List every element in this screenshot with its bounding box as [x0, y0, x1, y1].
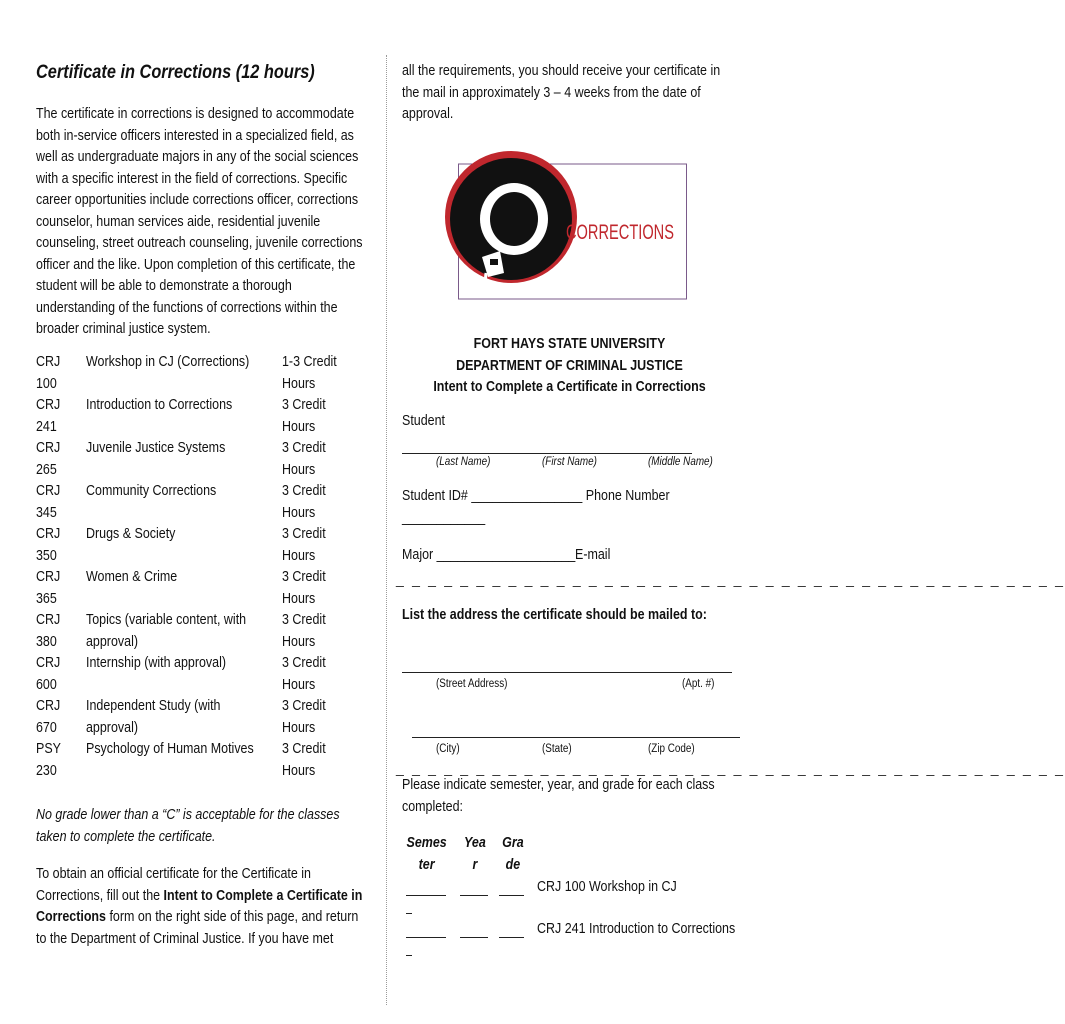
first-name-caption: (First Name) — [542, 456, 597, 468]
grade-note: No grade lower than a “C” is acceptable for the classes taken to complete the certificate. — [36, 807, 340, 845]
student-label: Student — [402, 413, 445, 429]
middle-name-caption: (Middle Name) — [648, 456, 713, 468]
course-row — [36, 567, 371, 610]
student-name-field[interactable] — [402, 453, 692, 454]
form-title: Intent to Complete a Certificate in Corrections — [433, 379, 706, 395]
course-name: Introduction to Corrections — [85, 397, 233, 413]
course-row — [36, 696, 371, 739]
student-id-phone-field[interactable]: Student ID# ________________ Phone Number — [402, 488, 670, 504]
last-name-caption: (Last Name) — [436, 456, 491, 468]
zip-caption: (Zip Code) — [648, 743, 695, 755]
course-name: Drugs & Society — [85, 526, 176, 542]
course-code: CRJ 600 — [36, 655, 61, 693]
course-credit: 3 Credit Hours — [281, 569, 326, 607]
course-name: Internship (with approval) — [85, 655, 226, 671]
dashed-divider: _ _ _ _ _ _ _ _ _ _ _ _ _ _ _ _ _ _ _ _ _ _ _ _ _ _ _ _ _ _ _ _ _ _ _ _ _ _ _ _ _ _ — [396, 571, 1065, 587]
state-caption: (State) — [542, 743, 572, 755]
course-name: Topics (variable content, with approval) — [85, 612, 246, 650]
handcuff-icon — [458, 147, 687, 299]
street-caption: (Street Address) — [436, 678, 508, 690]
course-name: Juvenile Justice Systems — [85, 440, 226, 456]
course-code: CRJ 350 — [36, 526, 61, 564]
grade-row — [402, 875, 737, 915]
course-row — [36, 524, 371, 567]
course-row — [36, 438, 371, 481]
city-state-zip-field[interactable] — [412, 737, 740, 738]
grade-input[interactable] — [499, 895, 524, 896]
continuation-paragraph: all the requirements, you should receive your certificate in the mail in approximately 3 – 4 weeks from the date of approval. — [402, 63, 721, 122]
email-label: E-mail — [575, 547, 611, 563]
course-code: CRJ 380 — [36, 612, 61, 650]
completed-course-label: CRJ 100 Workshop in CJ — [537, 879, 677, 895]
year-input[interactable] — [460, 937, 488, 938]
grade-row — [402, 917, 737, 957]
form-header — [402, 334, 737, 399]
intro-paragraph: The certificate in corrections is designed to accommodate both in-service officers interested in a specialized field, as well as undergraduate majors in any of the social sciences with a specific interest in the field of corrections. Specific career opportunities include corrections officer, corrections counselor, human services aide, residential juvenile counseling, street outreach counseling, juvenile corrections officer and the like. Upon completion of this certificate, the student will be able to demonstrate a thorough understanding of the functions of corrections within the broader criminal justice system. — [36, 106, 363, 337]
course-code: CRJ 670 — [36, 698, 61, 736]
semester-input[interactable] — [406, 895, 446, 896]
column-divider — [386, 55, 388, 1005]
course-row — [36, 481, 371, 524]
course-name: Independent Study (with approval) — [85, 698, 221, 736]
course-credit: 3 Credit Hours — [281, 655, 326, 693]
phone-blank[interactable]: ____________ — [402, 510, 486, 526]
course-credit: 3 Credit Hours — [281, 440, 326, 478]
course-row — [36, 653, 371, 696]
address-heading: List the address the certificate should be mailed to: — [402, 607, 707, 623]
logo-text: CORRECTIONS — [566, 221, 674, 244]
course-name: Women & Crime — [85, 569, 178, 585]
course-row — [36, 610, 371, 653]
corrections-logo — [458, 147, 687, 299]
department-name: DEPARTMENT OF CRIMINAL JUSTICE — [456, 357, 683, 374]
course-credit: 3 Credit Hours — [281, 483, 326, 521]
grade-input[interactable] — [499, 937, 524, 938]
course-code: CRJ 365 — [36, 569, 61, 607]
year-column-header: Yea r — [464, 835, 486, 873]
course-credit: 3 Credit Hours — [281, 698, 326, 736]
course-code: CRJ 100 — [36, 354, 61, 392]
course-credit: 1-3 Credit Hours — [281, 354, 337, 392]
year-input[interactable] — [460, 895, 488, 896]
apt-caption: (Apt. #) — [682, 678, 715, 690]
course-table — [36, 352, 371, 782]
course-credit: 3 Credit Hours — [281, 741, 326, 779]
city-caption: (City) — [436, 743, 460, 755]
page-title: Certificate in Corrections (12 hours) — [36, 62, 315, 83]
course-code: CRJ 265 — [36, 440, 61, 478]
dashed-divider-2: _ _ _ _ _ _ _ _ _ _ _ _ _ _ _ _ _ _ _ _ _ _ _ _ _ _ _ _ _ _ _ _ _ _ _ _ _ _ _ _ _ _ — [396, 760, 1065, 776]
semester-input[interactable] — [406, 937, 446, 938]
semester-overflow-mark — [406, 913, 412, 914]
street-address-field[interactable] — [402, 672, 732, 673]
major-field[interactable]: Major ____________________ — [402, 547, 576, 563]
course-name: Workshop in CJ (Corrections) — [85, 354, 250, 370]
course-row — [36, 352, 371, 395]
semester-overflow-mark — [406, 955, 412, 956]
course-credit: 3 Credit Hours — [281, 397, 326, 435]
course-row — [36, 739, 371, 782]
course-code: CRJ 345 — [36, 483, 61, 521]
obtain-paragraph — [36, 864, 371, 950]
obtain-form-name: Intent to Complete a Certificate in Corrections — [36, 887, 363, 925]
university-name: FORT HAYS STATE UNIVERSITY — [473, 336, 666, 352]
course-code: PSY 230 — [36, 741, 61, 779]
obtain-text-before: To obtain an official certificate for the Certificate in Corrections, fill out the — [36, 866, 311, 904]
course-name: Community Corrections — [85, 483, 217, 499]
grade-column-header: Gra de — [502, 835, 524, 873]
course-row — [36, 395, 371, 438]
semester-prompt: Please indicate semester, year, and grade for each class completed: — [402, 777, 715, 815]
course-code: CRJ 241 — [36, 397, 61, 435]
completed-course-label: CRJ 241 Introduction to Corrections — [537, 921, 736, 937]
obtain-text-after: form on the right side of this page, and return to the Department of Criminal Justice. If you have met — [36, 909, 359, 947]
course-name: Psychology of Human Motives — [85, 741, 254, 757]
course-credit: 3 Credit Hours — [281, 612, 326, 650]
semester-column-header: Semes ter — [406, 835, 447, 873]
course-credit: 3 Credit Hours — [281, 526, 326, 564]
